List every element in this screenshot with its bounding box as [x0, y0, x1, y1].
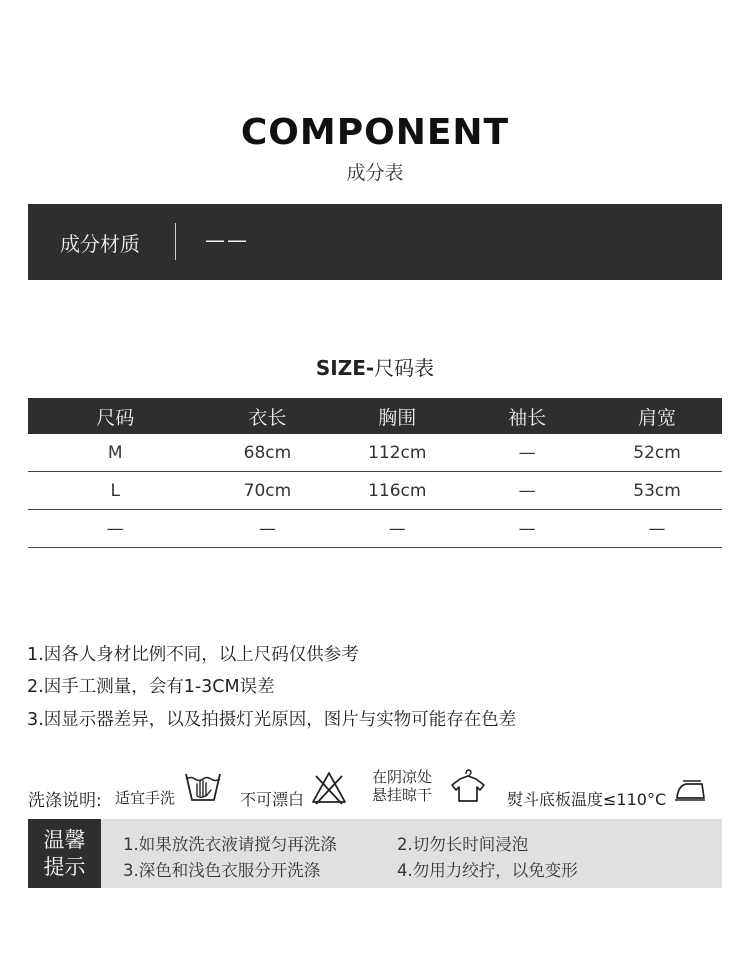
header-sleeve: 袖长 [462, 398, 592, 434]
table-cell: M [28, 434, 203, 472]
table-cell: — [203, 510, 333, 548]
header-chest: 胸围 [332, 398, 462, 434]
composition-divider [175, 223, 176, 260]
tip-3: 3.深色和浅色衣服分开洗涤 [123, 861, 321, 880]
care-iron-text: 熨斗底板温度≤110°C [507, 790, 667, 809]
care-shade-dry-text [372, 768, 432, 804]
header-size: 尺码 [28, 398, 203, 434]
table-cell: 112cm [332, 434, 462, 472]
hand-wash-icon [183, 770, 223, 810]
tip-1: 1.如果放洗衣液请搅匀再洗涤 [123, 835, 337, 854]
title-chinese: 成分表 [346, 162, 404, 184]
composition-label: 成分材质 [60, 232, 140, 256]
size-title [0, 352, 750, 381]
table-row [28, 472, 722, 510]
tips-label [28, 819, 101, 888]
table-cell: 53cm [592, 472, 722, 510]
table-cell: — [462, 510, 592, 548]
care-no-bleach-text: 不可漂白 [240, 790, 305, 809]
note-3: 3.因显示器差异，以及拍摄灯光原因，图片与实物可能存在色差 [27, 710, 517, 730]
size-table [28, 398, 722, 548]
tips-label-line2: 提示 [43, 854, 86, 879]
tip-2: 2.切勿长时间浸泡 [397, 835, 529, 854]
table-cell: 52cm [592, 434, 722, 472]
tips-box [28, 819, 722, 888]
table-cell: — [592, 510, 722, 548]
header-length: 衣长 [203, 398, 333, 434]
note-2: 2.因手工测量，会有1-3CM误差 [27, 677, 275, 697]
table-cell: 70cm [203, 472, 333, 510]
care-shade-dry-line2: 悬挂晾干 [372, 786, 433, 804]
tips-label-line1: 温馨 [43, 827, 86, 852]
size-table-header [28, 398, 722, 434]
header-shoulder: 肩宽 [592, 398, 722, 434]
table-row [28, 434, 722, 472]
care-label: 洗涤说明: [28, 791, 102, 811]
table-cell: L [28, 472, 203, 510]
table-cell: — [332, 510, 462, 548]
care-hand-wash-text: 适宜手洗 [115, 789, 176, 807]
care-shade-dry-line1: 在阴凉处 [372, 768, 433, 786]
table-cell: — [28, 510, 203, 548]
note-1: 1.因各人身材比例不同，以上尺码仅供参考 [27, 645, 359, 665]
size-title-text: 尺码表 [374, 356, 435, 380]
title-english: COMPONENT [240, 112, 510, 153]
hang-dry-icon [449, 768, 489, 808]
no-bleach-icon [311, 770, 351, 810]
tip-4: 4.勿用力绞拧，以免变形 [397, 861, 578, 880]
table-cell: — [462, 472, 592, 510]
table-cell: 68cm [203, 434, 333, 472]
iron-icon [674, 778, 714, 818]
table-cell: 116cm [332, 472, 462, 510]
table-row [28, 510, 722, 548]
composition-bar [28, 204, 722, 280]
table-cell: — [462, 434, 592, 472]
composition-value: —— [205, 228, 249, 252]
size-title-bold: SIZE- [315, 356, 375, 380]
